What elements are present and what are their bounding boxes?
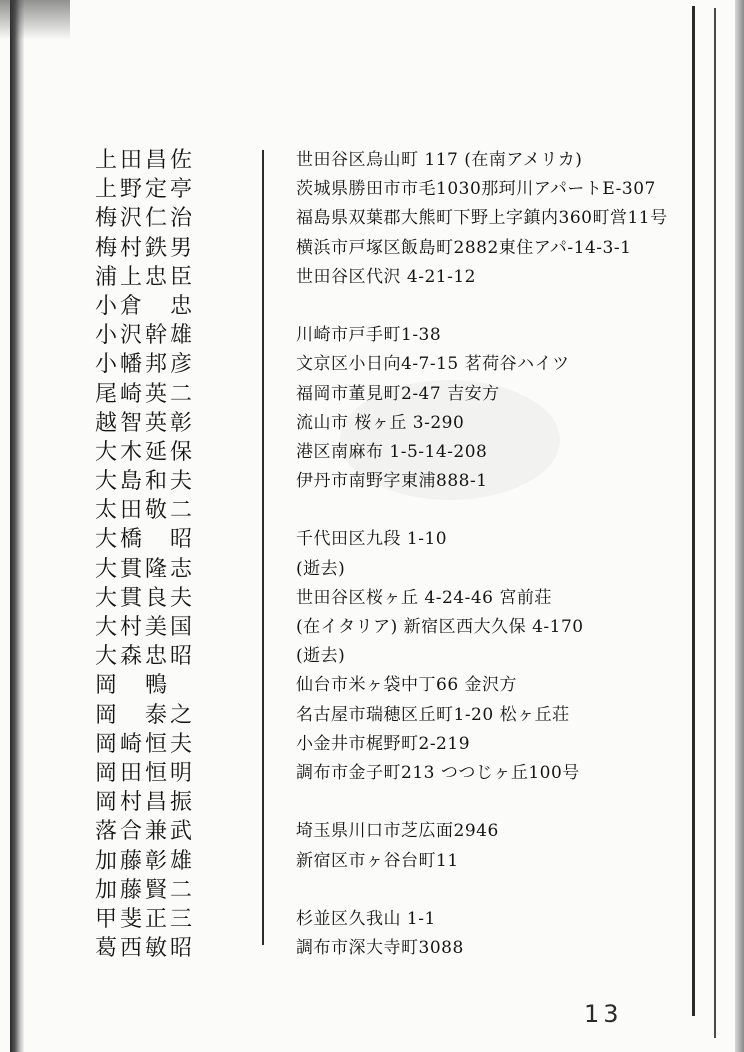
- address-entry: 世田谷区代沢 4-21-12: [296, 266, 476, 287]
- name-entry: 岡 泰之: [95, 702, 196, 728]
- name-entry: 大村美国: [95, 615, 196, 640]
- name-entry: 大橋 昭: [95, 527, 196, 553]
- address-entry: 小金井市梶野町2-219: [296, 733, 471, 754]
- name-entry: 甲斐正三: [95, 906, 196, 932]
- name-entry: 浦上忠臣: [95, 264, 196, 290]
- name-entry: 岡村昌振: [95, 790, 196, 816]
- column-divider: [262, 150, 264, 945]
- address-entry: (逝去): [296, 646, 346, 667]
- name-entry: 加藤賢二: [95, 877, 196, 903]
- address-entry: 伊丹市南野字東浦888-1: [296, 471, 488, 492]
- page-edge-line: [692, 6, 695, 1016]
- page-edge-shadow: [735, 0, 744, 1052]
- page-number: 13: [584, 1000, 623, 1028]
- address-column: [296, 146, 688, 963]
- address-entry: 川崎市戸手町1-38: [296, 325, 442, 346]
- address-entry: [296, 292, 688, 321]
- address-entry: 世田谷区桜ヶ丘 4-24-46 宮前荘: [296, 587, 552, 608]
- name-entry: 岡 鴨: [95, 673, 171, 699]
- name-entry: 大森忠昭: [95, 644, 196, 670]
- name-entry: 上田昌佐: [95, 148, 196, 173]
- name-entry: 葛西敏昭: [95, 936, 196, 962]
- address-entry: 港区南麻布 1-5-14-208: [296, 441, 488, 462]
- page-edge-line-outer: [714, 8, 716, 1038]
- name-entry: 小倉 忠: [95, 293, 196, 319]
- name-entry: 尾崎英二: [95, 381, 196, 407]
- address-entry: 千代田区九段 1-10: [296, 529, 448, 550]
- address-entry: [296, 496, 688, 525]
- name-entry: 越智英彰: [95, 410, 196, 436]
- name-entry: 大貫隆志: [95, 556, 196, 582]
- address-entry: (在イタリア) 新宿区西大久保 4-170: [296, 617, 584, 637]
- address-entry: 茨城県勝田市市毛1030那珂川アパートE-307: [296, 179, 656, 200]
- corner-shadow: [0, 0, 70, 40]
- name-entry: 大島和夫: [95, 469, 196, 495]
- address-entry: 文京区小日向4-7-15 茗荷谷ハイツ: [296, 354, 570, 375]
- address-entry: 世田谷区烏山町 117 (在南アメリカ): [296, 150, 583, 170]
- address-entry: 横浜市戸塚区飯島町2882東住アパ-14-3-1: [296, 237, 632, 258]
- address-entry: 名古屋市瑞穂区丘町1-20 松ヶ丘荘: [296, 704, 570, 725]
- address-entry: 調布市金子町213 つつじヶ丘100号: [296, 762, 580, 783]
- address-entry: (逝去): [296, 558, 346, 579]
- name-entry: 小沢幹雄: [95, 323, 196, 349]
- name-column: [95, 146, 255, 963]
- book-spine-shadow: [10, 0, 24, 1052]
- name-entry: 大木延保: [95, 439, 196, 465]
- address-entry: 仙台市米ヶ袋中丁66 金沢方: [296, 675, 518, 696]
- address-entry: [296, 876, 688, 905]
- name-entry: 梅沢仁治: [95, 206, 196, 232]
- address-entry: 新宿区市ヶ谷台町11: [296, 850, 459, 871]
- name-entry: 大貫良夫: [95, 585, 196, 611]
- name-entry: 上野定亭: [95, 177, 196, 203]
- name-entry: 加藤彰雄: [95, 848, 196, 874]
- name-entry: 落合兼武: [95, 819, 196, 845]
- address-entry: [296, 788, 688, 817]
- address-entry: 流山市 桜ヶ丘 3-290: [296, 412, 465, 433]
- name-entry: 太田敬二: [95, 498, 196, 524]
- address-entry: 杉並区久我山 1-1: [296, 908, 436, 929]
- address-entry: 福岡市董見町2-47 吉安方: [296, 383, 500, 404]
- name-entry: 岡田恒明: [95, 760, 196, 786]
- name-entry: 梅村鉄男: [95, 235, 196, 261]
- address-entry: 福島県双葉郡大熊町下野上字鎮内360町営11号: [296, 208, 668, 229]
- name-entry: 岡崎恒夫: [95, 731, 196, 757]
- address-entry: 埼玉県川口市芝広面2946: [296, 821, 499, 842]
- address-entry: 調布市深大寺町3088: [296, 938, 464, 959]
- name-entry: 小幡邦彦: [95, 352, 196, 378]
